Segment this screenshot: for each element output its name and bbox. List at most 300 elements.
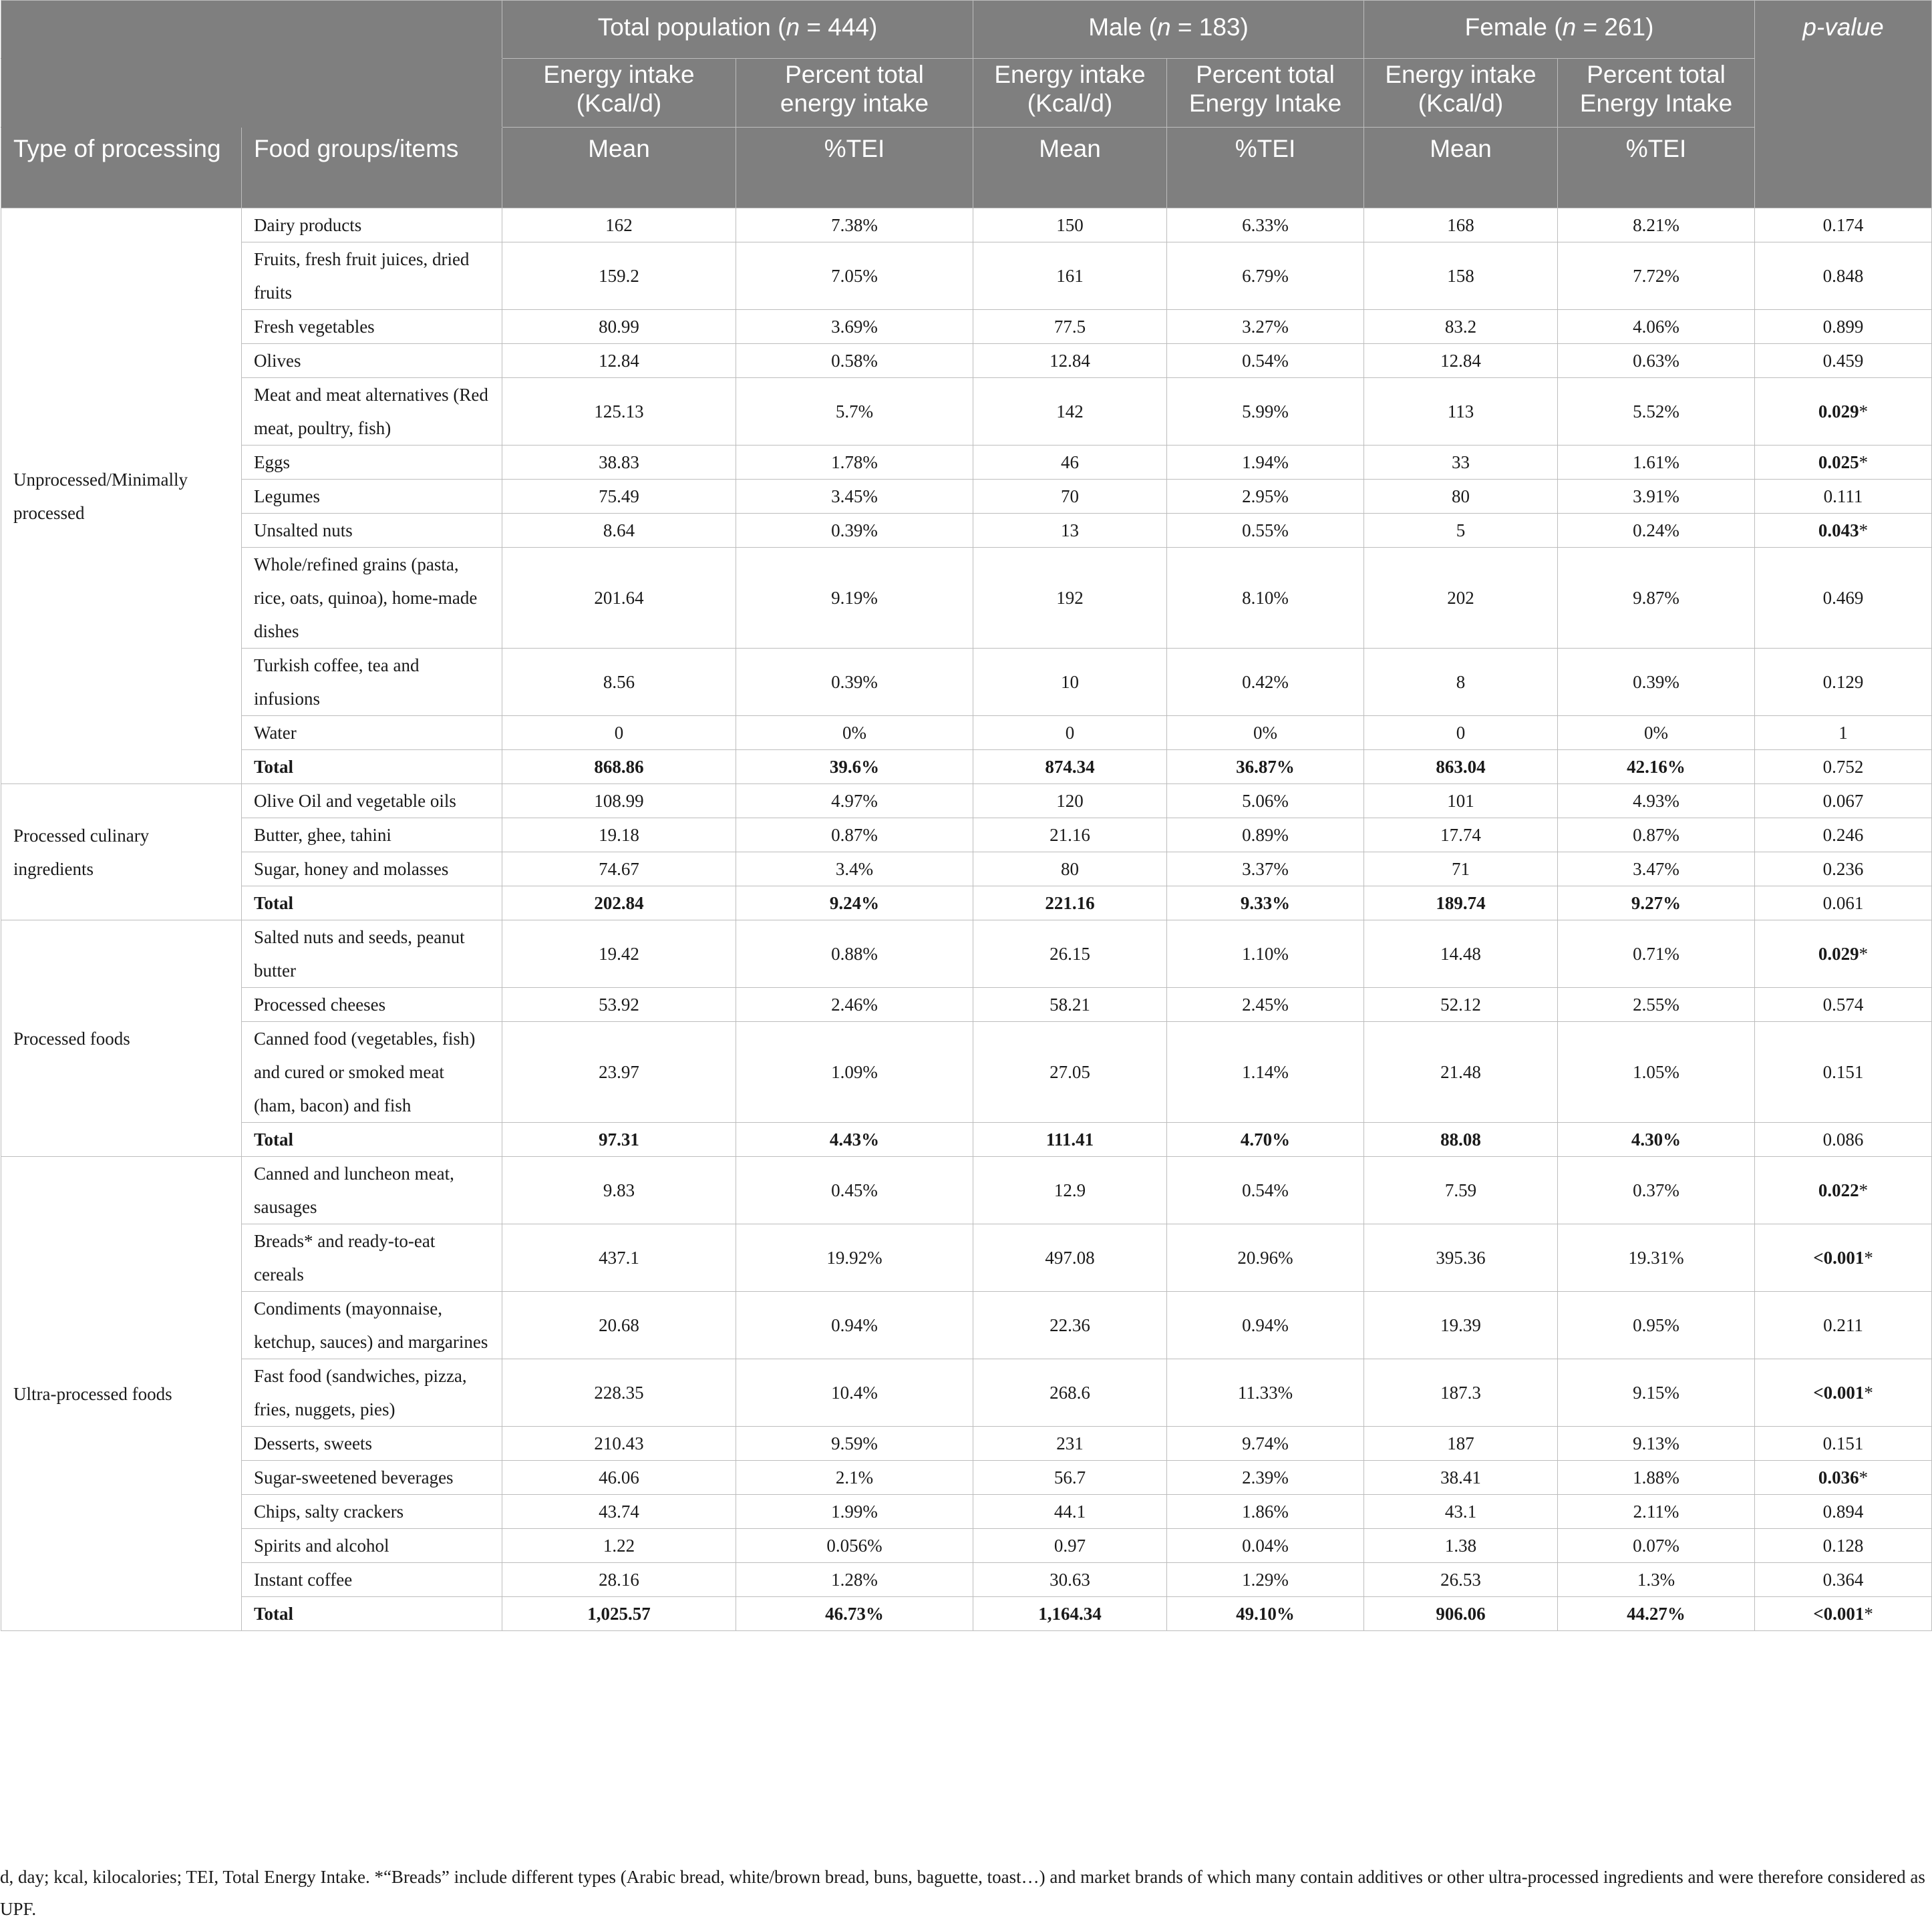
processing-category: Ultra-processed foods xyxy=(1,1157,242,1631)
header-stat: %TEI xyxy=(1167,128,1364,208)
tei-percent: 2.95% xyxy=(1167,480,1364,514)
mean-value: 74.67 xyxy=(502,852,736,886)
table-row xyxy=(1,649,1932,716)
significance-marker: * xyxy=(1859,520,1869,540)
tei-percent: 0.89% xyxy=(1167,818,1364,852)
tei-percent: 0.54% xyxy=(1167,344,1364,378)
p-value: 0.086 xyxy=(1755,1123,1932,1157)
p-value-significant: <0.001 xyxy=(1813,1248,1865,1268)
tei-percent: 3.27% xyxy=(1167,310,1364,344)
food-item: Meat and meat alternatives (Red meat, poultry, fish) xyxy=(242,378,502,446)
mean-value: 0 xyxy=(502,716,736,750)
tei-percent: 2.11% xyxy=(1558,1495,1755,1529)
tei-percent: 1.3% xyxy=(1558,1563,1755,1597)
p-value-significant: 0.025 xyxy=(1818,452,1859,472)
tei-percent: 4.93% xyxy=(1558,784,1755,818)
tei-percent: 0.55% xyxy=(1167,514,1364,548)
food-item: Olive Oil and vegetable oils xyxy=(242,784,502,818)
food-item: Canned food (vegetables, fish) and cured or smoked meat (ham, bacon) and fish xyxy=(242,1022,502,1123)
table-row xyxy=(1,1529,1932,1563)
mean-value: 21.16 xyxy=(973,818,1167,852)
header-sub: Energy intake (Kcal/d) xyxy=(973,59,1167,128)
p-value xyxy=(1755,1157,1932,1224)
header-blank xyxy=(1,59,502,128)
tei-percent: 39.6% xyxy=(736,750,973,784)
mean-value: 56.7 xyxy=(973,1461,1167,1495)
tei-percent: 0.07% xyxy=(1558,1529,1755,1563)
tei-percent: 0.39% xyxy=(736,649,973,716)
header-stat: %TEI xyxy=(1558,128,1755,208)
tei-percent: 1.88% xyxy=(1558,1461,1755,1495)
tei-percent: 4.97% xyxy=(736,784,973,818)
significance-marker: * xyxy=(1859,1467,1869,1487)
p-value xyxy=(1755,1597,1932,1631)
mean-value: 53.92 xyxy=(502,988,736,1022)
mean-value: 19.18 xyxy=(502,818,736,852)
tei-percent: 20.96% xyxy=(1167,1224,1364,1292)
tei-percent: 0.94% xyxy=(736,1292,973,1359)
mean-value: 58.21 xyxy=(973,988,1167,1022)
p-value: 0.151 xyxy=(1755,1427,1932,1461)
header-total-population: Total population (n = 444) xyxy=(502,1,973,59)
tei-percent: 1.09% xyxy=(736,1022,973,1123)
food-item: Sugar-sweetened beverages xyxy=(242,1461,502,1495)
p-value-significant: 0.036 xyxy=(1818,1467,1859,1487)
mean-value: 111.41 xyxy=(973,1123,1167,1157)
table-row xyxy=(1,1224,1932,1292)
tei-percent: 9.15% xyxy=(1558,1359,1755,1427)
food-item: Salted nuts and seeds, peanut butter xyxy=(242,920,502,988)
p-value: 1 xyxy=(1755,716,1932,750)
header-p-value: p-value xyxy=(1755,1,1932,208)
mean-value: 874.34 xyxy=(973,750,1167,784)
mean-value: 868.86 xyxy=(502,750,736,784)
mean-value: 71 xyxy=(1364,852,1558,886)
mean-value: 80 xyxy=(973,852,1167,886)
mean-value: 158 xyxy=(1364,242,1558,310)
tei-percent: 2.55% xyxy=(1558,988,1755,1022)
mean-value: 125.13 xyxy=(502,378,736,446)
tei-percent: 7.72% xyxy=(1558,242,1755,310)
p-value: 0.211 xyxy=(1755,1292,1932,1359)
significance-marker: * xyxy=(1864,1383,1873,1403)
energy-intake-table xyxy=(1,0,1932,1631)
mean-value: 77.5 xyxy=(973,310,1167,344)
mean-value: 23.97 xyxy=(502,1022,736,1123)
significance-marker: * xyxy=(1859,401,1869,421)
p-value: 0.151 xyxy=(1755,1022,1932,1123)
tei-percent: 0.95% xyxy=(1558,1292,1755,1359)
mean-value: 202 xyxy=(1364,548,1558,649)
significance-marker: * xyxy=(1864,1604,1873,1624)
p-value xyxy=(1755,920,1932,988)
food-item: Sugar, honey and molasses xyxy=(242,852,502,886)
p-value-significant: 0.043 xyxy=(1818,520,1859,540)
mean-value: 221.16 xyxy=(973,886,1167,920)
tei-percent: 8.21% xyxy=(1558,208,1755,242)
tei-percent: 1.10% xyxy=(1167,920,1364,988)
mean-value: 7.59 xyxy=(1364,1157,1558,1224)
tei-percent: 2.45% xyxy=(1167,988,1364,1022)
tei-percent: 4.43% xyxy=(736,1123,973,1157)
tei-percent: 8.10% xyxy=(1167,548,1364,649)
header-stat: Mean xyxy=(502,128,736,208)
tei-percent: 0.056% xyxy=(736,1529,973,1563)
mean-value: 28.16 xyxy=(502,1563,736,1597)
table-row xyxy=(1,784,1932,818)
mean-value: 46.06 xyxy=(502,1461,736,1495)
tei-percent: 3.45% xyxy=(736,480,973,514)
tei-percent: 2.39% xyxy=(1167,1461,1364,1495)
tei-percent: 1.94% xyxy=(1167,446,1364,480)
processing-category: Processed culinary ingredients xyxy=(1,784,242,920)
mean-value: 30.63 xyxy=(973,1563,1167,1597)
table-row xyxy=(1,378,1932,446)
mean-value: 12.9 xyxy=(973,1157,1167,1224)
tei-percent: 49.10% xyxy=(1167,1597,1364,1631)
mean-value: 162 xyxy=(502,208,736,242)
mean-value: 27.05 xyxy=(973,1022,1167,1123)
header-type-of-processing: Type of processing xyxy=(1,128,242,208)
food-item: Olives xyxy=(242,344,502,378)
table-row xyxy=(1,480,1932,514)
p-value: 0.752 xyxy=(1755,750,1932,784)
food-item: Unsalted nuts xyxy=(242,514,502,548)
p-value-significant: <0.001 xyxy=(1813,1383,1865,1403)
mean-value: 228.35 xyxy=(502,1359,736,1427)
food-item: Dairy products xyxy=(242,208,502,242)
p-value: 0.236 xyxy=(1755,852,1932,886)
p-value-significant: <0.001 xyxy=(1813,1604,1865,1624)
mean-value: 168 xyxy=(1364,208,1558,242)
table-row xyxy=(1,1022,1932,1123)
table-row xyxy=(1,548,1932,649)
table-row xyxy=(1,446,1932,480)
header-sub: Percent total Energy Intake xyxy=(1167,59,1364,128)
table-header xyxy=(1,1,1932,208)
mean-value: 38.83 xyxy=(502,446,736,480)
significance-marker: * xyxy=(1859,452,1869,472)
mean-value: 13 xyxy=(973,514,1167,548)
mean-value: 268.6 xyxy=(973,1359,1167,1427)
food-item: Whole/refined grains (pasta, rice, oats, quinoa), home-made dishes xyxy=(242,548,502,649)
mean-value: 22.36 xyxy=(973,1292,1167,1359)
tei-percent: 6.33% xyxy=(1167,208,1364,242)
significance-marker: * xyxy=(1864,1248,1873,1268)
mean-value: 12.84 xyxy=(1364,344,1558,378)
p-value: 0.129 xyxy=(1755,649,1932,716)
mean-value: 43.1 xyxy=(1364,1495,1558,1529)
processing-category: Processed foods xyxy=(1,920,242,1157)
food-item: Condiments (mayonnaise, ketchup, sauces) and margarines xyxy=(242,1292,502,1359)
tei-percent: 5.7% xyxy=(736,378,973,446)
p-value: 0.128 xyxy=(1755,1529,1932,1563)
mean-value: 46 xyxy=(973,446,1167,480)
tei-percent: 1.05% xyxy=(1558,1022,1755,1123)
table-total-row xyxy=(1,886,1932,920)
total-label: Total xyxy=(242,1597,502,1631)
tei-percent: 1.78% xyxy=(736,446,973,480)
mean-value: 97.31 xyxy=(502,1123,736,1157)
header-sub: Percent total Energy Intake xyxy=(1558,59,1755,128)
header-sub: Percent total energy intake xyxy=(736,59,973,128)
tei-percent: 11.33% xyxy=(1167,1359,1364,1427)
mean-value: 14.48 xyxy=(1364,920,1558,988)
tei-percent: 1.61% xyxy=(1558,446,1755,480)
p-value xyxy=(1755,1461,1932,1495)
tei-percent: 0.04% xyxy=(1167,1529,1364,1563)
tei-percent: 9.87% xyxy=(1558,548,1755,649)
tei-percent: 1.86% xyxy=(1167,1495,1364,1529)
significance-marker: * xyxy=(1859,944,1869,964)
mean-value: 8 xyxy=(1364,649,1558,716)
mean-value: 80 xyxy=(1364,480,1558,514)
tei-percent: 2.1% xyxy=(736,1461,973,1495)
food-item: Legumes xyxy=(242,480,502,514)
mean-value: 395.36 xyxy=(1364,1224,1558,1292)
food-item: Spirits and alcohol xyxy=(242,1529,502,1563)
tei-percent: 9.24% xyxy=(736,886,973,920)
mean-value: 201.64 xyxy=(502,548,736,649)
p-value: 0.469 xyxy=(1755,548,1932,649)
tei-percent: 19.92% xyxy=(736,1224,973,1292)
mean-value: 19.39 xyxy=(1364,1292,1558,1359)
table-row xyxy=(1,1157,1932,1224)
tei-percent: 0.54% xyxy=(1167,1157,1364,1224)
table-row xyxy=(1,988,1932,1022)
mean-value: 21.48 xyxy=(1364,1022,1558,1123)
mean-value: 1,025.57 xyxy=(502,1597,736,1631)
tei-percent: 4.30% xyxy=(1558,1123,1755,1157)
table-row xyxy=(1,1359,1932,1427)
p-value-significant: 0.029 xyxy=(1818,944,1859,964)
table-row xyxy=(1,310,1932,344)
mean-value: 189.74 xyxy=(1364,886,1558,920)
tei-percent: 10.4% xyxy=(736,1359,973,1427)
p-value xyxy=(1755,1224,1932,1292)
p-value: 0.067 xyxy=(1755,784,1932,818)
p-value: 0.111 xyxy=(1755,480,1932,514)
processing-category: Unprocessed/Minimally processed xyxy=(1,208,242,784)
mean-value: 52.12 xyxy=(1364,988,1558,1022)
tei-percent: 0% xyxy=(1558,716,1755,750)
food-item: Butter, ghee, tahini xyxy=(242,818,502,852)
table-total-row xyxy=(1,1123,1932,1157)
tei-percent: 9.19% xyxy=(736,548,973,649)
total-label: Total xyxy=(242,886,502,920)
tei-percent: 0.58% xyxy=(736,344,973,378)
table-row xyxy=(1,208,1932,242)
header-male: Male (n = 183) xyxy=(973,1,1364,59)
header-blank xyxy=(1,1,502,59)
tei-percent: 0.94% xyxy=(1167,1292,1364,1359)
tei-percent: 0% xyxy=(736,716,973,750)
tei-percent: 6.79% xyxy=(1167,242,1364,310)
p-value: 0.894 xyxy=(1755,1495,1932,1529)
mean-value: 5 xyxy=(1364,514,1558,548)
mean-value: 8.64 xyxy=(502,514,736,548)
mean-value: 1.22 xyxy=(502,1529,736,1563)
total-label: Total xyxy=(242,750,502,784)
table-total-row xyxy=(1,1597,1932,1631)
mean-value: 906.06 xyxy=(1364,1597,1558,1631)
food-item: Instant coffee xyxy=(242,1563,502,1597)
mean-value: 0.97 xyxy=(973,1529,1167,1563)
tei-percent: 0.71% xyxy=(1558,920,1755,988)
tei-percent: 0.45% xyxy=(736,1157,973,1224)
mean-value: 44.1 xyxy=(973,1495,1167,1529)
mean-value: 83.2 xyxy=(1364,310,1558,344)
food-item: Processed cheeses xyxy=(242,988,502,1022)
food-item: Turkish coffee, tea and infusions xyxy=(242,649,502,716)
total-label: Total xyxy=(242,1123,502,1157)
food-item: Chips, salty crackers xyxy=(242,1495,502,1529)
table-row xyxy=(1,242,1932,310)
p-value-significant: 0.029 xyxy=(1818,401,1859,421)
mean-value: 863.04 xyxy=(1364,750,1558,784)
p-value xyxy=(1755,1359,1932,1427)
header-stat: Mean xyxy=(973,128,1167,208)
table-row xyxy=(1,920,1932,988)
tei-percent: 1.29% xyxy=(1167,1563,1364,1597)
significance-marker: * xyxy=(1859,1180,1869,1200)
tei-percent: 1.14% xyxy=(1167,1022,1364,1123)
mean-value: 88.08 xyxy=(1364,1123,1558,1157)
food-item: Fast food (sandwiches, pizza, fries, nuggets, pies) xyxy=(242,1359,502,1427)
mean-value: 159.2 xyxy=(502,242,736,310)
tei-percent: 1.99% xyxy=(736,1495,973,1529)
header-female: Female (n = 261) xyxy=(1364,1,1755,59)
mean-value: 1,164.34 xyxy=(973,1597,1167,1631)
mean-value: 187.3 xyxy=(1364,1359,1558,1427)
mean-value: 1.38 xyxy=(1364,1529,1558,1563)
table-row xyxy=(1,1461,1932,1495)
table-footnote: d, day; kcal, kilocalories; TEI, Total Energy Intake. *“Breads” include different types (Arabic bread, white/brown bread, buns, baguette, toast…) and market brands of which many contain additives or other ultra-processed ingredients and were therefore considered as UPF. xyxy=(0,1867,1925,1919)
p-value xyxy=(1755,446,1932,480)
mean-value: 108.99 xyxy=(502,784,736,818)
tei-percent: 5.99% xyxy=(1167,378,1364,446)
tei-percent: 3.91% xyxy=(1558,480,1755,514)
mean-value: 113 xyxy=(1364,378,1558,446)
tei-percent: 46.73% xyxy=(736,1597,973,1631)
tei-percent: 44.27% xyxy=(1558,1597,1755,1631)
tei-percent: 5.52% xyxy=(1558,378,1755,446)
mean-value: 12.84 xyxy=(973,344,1167,378)
mean-value: 8.56 xyxy=(502,649,736,716)
tei-percent: 42.16% xyxy=(1558,750,1755,784)
mean-value: 120 xyxy=(973,784,1167,818)
mean-value: 9.83 xyxy=(502,1157,736,1224)
tei-percent: 3.47% xyxy=(1558,852,1755,886)
mean-value: 437.1 xyxy=(502,1224,736,1292)
header-stat: %TEI xyxy=(736,128,973,208)
p-value: 0.174 xyxy=(1755,208,1932,242)
tei-percent: 0.87% xyxy=(1558,818,1755,852)
table-row xyxy=(1,344,1932,378)
tei-percent: 0.42% xyxy=(1167,649,1364,716)
mean-value: 33 xyxy=(1364,446,1558,480)
header-stat: Mean xyxy=(1364,128,1558,208)
header-sub: Energy intake (Kcal/d) xyxy=(1364,59,1558,128)
table-body xyxy=(1,208,1932,1631)
tei-percent: 0.87% xyxy=(736,818,973,852)
mean-value: 12.84 xyxy=(502,344,736,378)
p-value: 0.246 xyxy=(1755,818,1932,852)
p-value-significant: 0.022 xyxy=(1818,1180,1859,1200)
mean-value: 20.68 xyxy=(502,1292,736,1359)
p-value xyxy=(1755,378,1932,446)
p-value: 0.899 xyxy=(1755,310,1932,344)
tei-percent: 4.70% xyxy=(1167,1123,1364,1157)
table-row xyxy=(1,716,1932,750)
p-value xyxy=(1755,514,1932,548)
tei-percent: 36.87% xyxy=(1167,750,1364,784)
mean-value: 192 xyxy=(973,548,1167,649)
tei-percent: 2.46% xyxy=(736,988,973,1022)
mean-value: 10 xyxy=(973,649,1167,716)
tei-percent: 5.06% xyxy=(1167,784,1364,818)
mean-value: 43.74 xyxy=(502,1495,736,1529)
mean-value: 202.84 xyxy=(502,886,736,920)
tei-percent: 9.74% xyxy=(1167,1427,1364,1461)
mean-value: 161 xyxy=(973,242,1167,310)
mean-value: 210.43 xyxy=(502,1427,736,1461)
mean-value: 17.74 xyxy=(1364,818,1558,852)
mean-value: 26.15 xyxy=(973,920,1167,988)
mean-value: 75.49 xyxy=(502,480,736,514)
table-row xyxy=(1,1563,1932,1597)
food-item: Fresh vegetables xyxy=(242,310,502,344)
mean-value: 150 xyxy=(973,208,1167,242)
mean-value: 26.53 xyxy=(1364,1563,1558,1597)
p-value: 0.364 xyxy=(1755,1563,1932,1597)
tei-percent: 3.37% xyxy=(1167,852,1364,886)
mean-value: 38.41 xyxy=(1364,1461,1558,1495)
tei-percent: 9.13% xyxy=(1558,1427,1755,1461)
food-item: Fruits, fresh fruit juices, dried fruits xyxy=(242,242,502,310)
p-value: 0.061 xyxy=(1755,886,1932,920)
tei-percent: 7.05% xyxy=(736,242,973,310)
tei-percent: 19.31% xyxy=(1558,1224,1755,1292)
food-item: Water xyxy=(242,716,502,750)
mean-value: 101 xyxy=(1364,784,1558,818)
tei-percent: 0.24% xyxy=(1558,514,1755,548)
tei-percent: 0.39% xyxy=(1558,649,1755,716)
tei-percent: 4.06% xyxy=(1558,310,1755,344)
mean-value: 0 xyxy=(973,716,1167,750)
mean-value: 142 xyxy=(973,378,1167,446)
tei-percent: 1.28% xyxy=(736,1563,973,1597)
tei-percent: 0.63% xyxy=(1558,344,1755,378)
tei-percent: 3.4% xyxy=(736,852,973,886)
tei-percent: 0% xyxy=(1167,716,1364,750)
table-row xyxy=(1,1495,1932,1529)
mean-value: 497.08 xyxy=(973,1224,1167,1292)
table-row xyxy=(1,514,1932,548)
tei-percent: 0.39% xyxy=(736,514,973,548)
mean-value: 187 xyxy=(1364,1427,1558,1461)
food-item: Breads* and ready-to-eat cereals xyxy=(242,1224,502,1292)
table-row xyxy=(1,852,1932,886)
table-total-row xyxy=(1,750,1932,784)
p-value: 0.459 xyxy=(1755,344,1932,378)
header-food-groups: Food groups/items xyxy=(242,128,502,208)
food-item: Eggs xyxy=(242,446,502,480)
table-row xyxy=(1,818,1932,852)
table-row xyxy=(1,1427,1932,1461)
tei-percent: 7.38% xyxy=(736,208,973,242)
food-item: Canned and luncheon meat, sausages xyxy=(242,1157,502,1224)
